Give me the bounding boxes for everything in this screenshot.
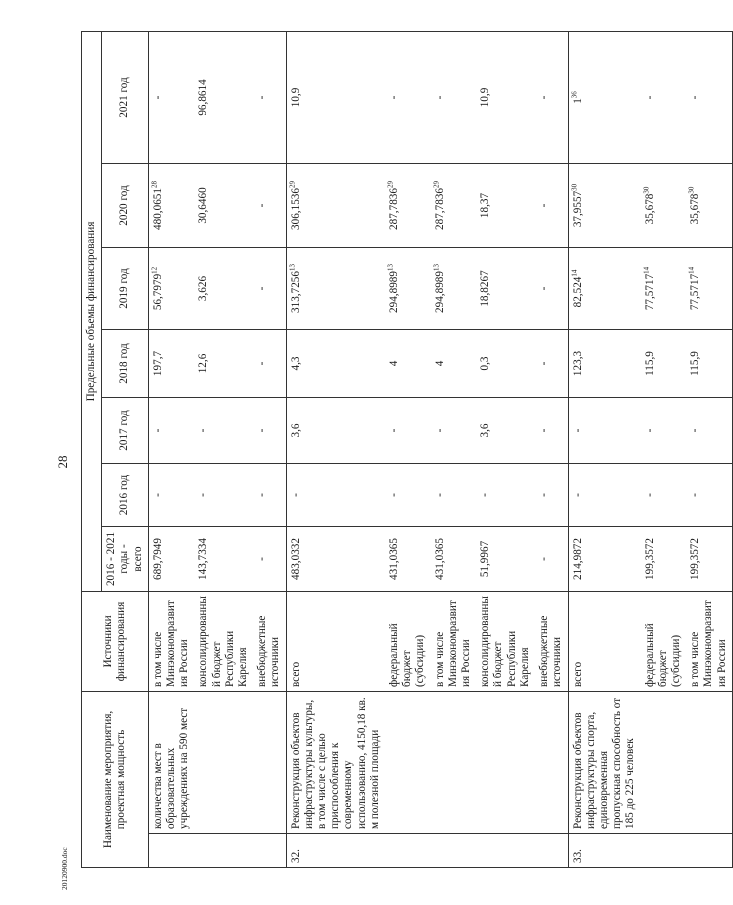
funding-source-text: внебюджетные источники — [256, 615, 282, 687]
value-2021-text: - — [538, 95, 551, 100]
cell-value-2018 — [148, 329, 194, 397]
value-2018-text: 4 — [433, 360, 446, 367]
footnote-ref: 30 — [569, 183, 578, 191]
cell-row-number — [476, 834, 535, 868]
cell-value-2018 — [476, 329, 535, 397]
cell-value-2016 — [148, 463, 194, 526]
cell-activity-name — [148, 691, 194, 833]
cell-value-2017 — [686, 397, 732, 463]
value-2020-text: 35,678 — [689, 193, 702, 225]
value-2020-text: 287,7836 — [433, 188, 446, 230]
value-2017-text: - — [433, 428, 446, 433]
cell-value-2017 — [148, 397, 194, 463]
cell-funding-source — [535, 591, 568, 691]
header-year-2021: 2021 год — [102, 31, 149, 163]
cell-activity-name — [385, 691, 431, 833]
cell-value-2019 — [568, 247, 641, 329]
value-2017-text: - — [197, 428, 210, 433]
value-2021-text: - — [151, 95, 164, 100]
table-header — [82, 31, 149, 867]
cell-activity-name — [253, 691, 286, 833]
activity-name-text: количества мест в образовательных учреждениях на 590 мест — [151, 707, 191, 829]
cell-value-2018 — [286, 329, 385, 397]
funding-source-text: консолидированный бюджет Республики Карелия — [197, 596, 250, 687]
value-2019-text: - — [538, 286, 551, 291]
value-2016-text: - — [433, 493, 446, 497]
footnote-ref: 12 — [150, 266, 159, 274]
cell-funding-source — [641, 591, 687, 691]
value-2018-text: 115,9 — [689, 351, 702, 376]
cell-value-2017 — [385, 397, 431, 463]
cell-value-2018 — [253, 329, 286, 397]
value-2018-text: 4 — [388, 360, 401, 367]
value-2016-text: - — [479, 493, 492, 497]
value-2017-text: - — [689, 428, 702, 433]
cell-value-2021 — [148, 31, 194, 163]
cell-value-2018 — [641, 329, 687, 397]
table-row — [476, 31, 535, 867]
cell-value-2017 — [568, 397, 641, 463]
cell-value-2016 — [194, 463, 253, 526]
total-value-text: 431,0365 — [388, 538, 401, 580]
cell-funding-source — [431, 591, 477, 691]
value-2017-text: - — [256, 428, 269, 433]
cell-row-number — [194, 834, 253, 868]
funding-source-text: в том числе Минэкономразвития России — [433, 600, 473, 687]
page-number: 28 — [55, 455, 70, 469]
cell-value-2021 — [535, 31, 568, 163]
cell-value-2019 — [431, 247, 477, 329]
cell-value-2020 — [286, 163, 385, 247]
value-2020-text: 306,1536 — [289, 188, 302, 230]
cell-value-2021 — [568, 31, 641, 163]
cell-funding-source — [568, 591, 641, 691]
cell-value-2017 — [253, 397, 286, 463]
cell-activity-name — [286, 691, 385, 833]
value-2016-text: - — [197, 493, 210, 497]
cell-activity-name — [568, 691, 641, 833]
total-value-text: 199,3572 — [643, 538, 656, 580]
table-row — [686, 31, 732, 867]
cell-total-value — [568, 526, 641, 591]
value-2018-text: 115,9 — [643, 351, 656, 376]
cell-funding-source — [286, 591, 385, 691]
cell-value-2021 — [641, 31, 687, 163]
cell-value-2017 — [476, 397, 535, 463]
value-2019-text: 77,5717 — [689, 273, 702, 311]
table-row — [148, 31, 194, 867]
value-2019-text: 294,8989 — [433, 271, 446, 313]
funding-source-text: консолидированный бюджет Республики Карелия — [479, 596, 531, 687]
cell-value-2019 — [385, 247, 431, 329]
value-2017-text: - — [643, 428, 656, 433]
value-2017-text: 3,6 — [479, 423, 492, 438]
cell-value-2020 — [431, 163, 477, 247]
cell-value-2018 — [568, 329, 641, 397]
value-2020-text: 480,0651 — [151, 188, 164, 230]
value-2020-text: - — [538, 203, 551, 208]
funding-source-text: в том числе Минэкономразвития России — [151, 600, 191, 687]
cell-row-number — [641, 834, 687, 868]
row-number-text: 32. — [289, 849, 302, 863]
cell-funding-source — [194, 591, 253, 691]
cell-row-number — [286, 834, 385, 868]
value-2021-text: - — [643, 95, 656, 100]
value-2017-text: - — [538, 428, 551, 433]
value-2021-text: 96,8614 — [197, 79, 210, 116]
value-2016-text: - — [643, 493, 656, 497]
cell-row-number — [148, 834, 194, 868]
table-row — [641, 31, 687, 867]
file-name-footer: 20120900.doc — [60, 847, 69, 890]
cell-total-value — [194, 526, 253, 591]
value-2020-text: 30,6460 — [197, 187, 210, 224]
activity-name-text: Реконструкция объектов инфраструктуры культуры, в том числе с целью приспособления к современному использованию, 4150,18 кв. м полезной площади — [289, 697, 381, 829]
cell-total-value — [641, 526, 687, 591]
cell-activity-name — [535, 691, 568, 833]
cell-total-value — [286, 526, 385, 591]
cell-value-2018 — [431, 329, 477, 397]
cell-value-2018 — [686, 329, 732, 397]
value-2019-text: 18,8267 — [479, 270, 492, 307]
cell-value-2021 — [476, 31, 535, 163]
cell-value-2020 — [568, 163, 641, 247]
value-2021-text: 1 — [571, 98, 584, 104]
cell-total-value — [385, 526, 431, 591]
cell-value-2019 — [476, 247, 535, 329]
cell-value-2021 — [194, 31, 253, 163]
total-value-text: 214,9872 — [571, 538, 584, 580]
value-2021-text: 10,9 — [479, 87, 492, 108]
total-value-text: 431,0365 — [433, 538, 446, 580]
value-2020-text: 35,678 — [643, 193, 656, 225]
table-body — [148, 31, 732, 867]
header-limits: Предельные объемы финансирования — [82, 31, 102, 591]
cell-row-number — [686, 834, 732, 868]
value-2019-text: 294,8989 — [388, 271, 401, 313]
cell-value-2019 — [641, 247, 687, 329]
value-2020-text: - — [256, 203, 269, 208]
header-year-2017: 2017 год — [102, 397, 149, 463]
cell-value-2017 — [286, 397, 385, 463]
funding-source-text: всего — [571, 661, 584, 687]
cell-value-2021 — [686, 31, 732, 163]
cell-value-2019 — [286, 247, 385, 329]
table-row — [286, 31, 385, 867]
header-name: Наименование мероприятия, проектная мощность — [82, 691, 149, 867]
cell-activity-name — [431, 691, 477, 833]
value-2018-text: 0,3 — [479, 356, 492, 371]
value-2021-text: - — [433, 95, 446, 100]
funding-source-text: внебюджетные источники — [538, 615, 564, 687]
cell-row-number — [535, 834, 568, 868]
cell-value-2016 — [686, 463, 732, 526]
value-2016-text: - — [289, 493, 302, 497]
funding-source-text: федеральный бюджет (субсидии) — [643, 623, 682, 687]
cell-value-2018 — [535, 329, 568, 397]
cell-value-2017 — [641, 397, 687, 463]
value-2016-text: - — [689, 493, 702, 497]
cell-value-2018 — [385, 329, 431, 397]
cell-funding-source — [686, 591, 732, 691]
table-row — [385, 31, 431, 867]
cell-value-2021 — [253, 31, 286, 163]
value-2021-text: 10,9 — [289, 87, 302, 108]
value-2017-text: 3,6 — [289, 423, 302, 438]
table-row — [253, 31, 286, 867]
cell-value-2016 — [568, 463, 641, 526]
cell-value-2016 — [253, 463, 286, 526]
value-2021-text: - — [388, 95, 401, 100]
value-2019-text: 56,7979 — [151, 273, 164, 311]
total-value-text: 143,7334 — [197, 538, 210, 580]
value-2016-text: - — [388, 493, 401, 497]
cell-value-2016 — [641, 463, 687, 526]
value-2019-text: 82,524 — [571, 276, 584, 308]
value-2019-text: 77,5717 — [643, 273, 656, 311]
value-2019-text: 3,626 — [197, 275, 210, 302]
footnote-ref: 29 — [386, 181, 395, 189]
cell-total-value — [686, 526, 732, 591]
cell-total-value — [431, 526, 477, 591]
value-2021-text: - — [256, 95, 269, 100]
cell-value-2021 — [385, 31, 431, 163]
footnote-ref: 36 — [569, 91, 578, 99]
activity-name-text: Реконструкция объектов инфраструктуры спорта, единовременная пропускная способность от 185 до 225 человек — [571, 697, 637, 829]
total-value-text: 51,9967 — [479, 540, 492, 578]
cell-value-2020 — [194, 163, 253, 247]
header-year-2020: 2020 год — [102, 163, 149, 247]
value-2018-text: 197,7 — [151, 350, 164, 377]
value-2020-text: 287,7836 — [388, 188, 401, 230]
value-2020-text: 18,37 — [479, 192, 492, 219]
value-2017-text: - — [388, 428, 401, 433]
cell-total-value — [476, 526, 535, 591]
cell-value-2016 — [476, 463, 535, 526]
cell-value-2016 — [286, 463, 385, 526]
cell-funding-source — [253, 591, 286, 691]
cell-value-2020 — [686, 163, 732, 247]
total-value-text: 483,0332 — [289, 538, 302, 580]
cell-value-2019 — [148, 247, 194, 329]
cell-value-2019 — [535, 247, 568, 329]
value-2020-text: 37,9557 — [571, 190, 584, 228]
cell-value-2016 — [431, 463, 477, 526]
rotated-table-wrapper — [81, 32, 728, 868]
cell-row-number — [385, 834, 431, 868]
cell-value-2019 — [686, 247, 732, 329]
footnote-ref: 14 — [641, 266, 650, 274]
footnote-ref: 14 — [687, 266, 696, 274]
value-2018-text: - — [256, 361, 269, 366]
footnote-ref: 13 — [386, 264, 395, 272]
footnote-ref: 30 — [641, 186, 650, 194]
total-value-text: 199,3572 — [689, 538, 702, 580]
funding-source-text: в том числе Минэкономразвития России — [689, 600, 728, 687]
footnote-ref: 29 — [431, 181, 440, 189]
value-2021-text: - — [689, 95, 702, 100]
cell-value-2020 — [385, 163, 431, 247]
row-number-text: 33. — [571, 849, 584, 863]
cell-activity-name — [686, 691, 732, 833]
value-2019-text: 313,7256 — [289, 271, 302, 313]
cell-value-2017 — [535, 397, 568, 463]
value-2018-text: 123,3 — [571, 350, 584, 377]
cell-activity-name — [641, 691, 687, 833]
cell-value-2017 — [194, 397, 253, 463]
footnote-ref: 28 — [150, 181, 159, 189]
cell-row-number — [253, 834, 286, 868]
header-total: 2016 - 2021 годы - всего — [102, 526, 149, 591]
cell-value-2019 — [253, 247, 286, 329]
value-2017-text: - — [571, 428, 584, 433]
cell-total-value — [253, 526, 286, 591]
footnote-ref: 13 — [431, 264, 440, 272]
footnote-ref: 30 — [687, 186, 696, 194]
cell-value-2020 — [641, 163, 687, 247]
total-value-text: - — [538, 557, 551, 561]
cell-activity-name — [194, 691, 253, 833]
footnote-ref: 13 — [287, 264, 296, 272]
cell-value-2020 — [535, 163, 568, 247]
header-sources: Источники финансирования — [82, 591, 149, 691]
footnote-ref: 14 — [569, 269, 578, 277]
cell-value-2019 — [194, 247, 253, 329]
cell-activity-name — [476, 691, 535, 833]
total-value-text: - — [256, 557, 269, 561]
header-year-2019: 2019 год — [102, 247, 149, 329]
value-2018-text: - — [538, 361, 551, 366]
cell-funding-source — [385, 591, 431, 691]
value-2016-text: - — [151, 493, 164, 497]
value-2018-text: 12,6 — [197, 353, 210, 374]
value-2018-text: 4,3 — [289, 356, 302, 371]
table-row — [431, 31, 477, 867]
table-row — [535, 31, 568, 867]
value-2016-text: - — [571, 493, 584, 497]
value-2019-text: - — [256, 286, 269, 291]
table-row — [568, 31, 641, 867]
cell-value-2017 — [431, 397, 477, 463]
funding-source-text: всего — [289, 661, 302, 687]
cell-total-value — [148, 526, 194, 591]
cell-row-number — [568, 834, 641, 868]
value-2016-text: - — [538, 493, 551, 497]
footnote-ref: 29 — [287, 181, 296, 189]
header-year-2016: 2016 год — [102, 463, 149, 526]
cell-value-2018 — [194, 329, 253, 397]
table-row — [194, 31, 253, 867]
cell-value-2020 — [148, 163, 194, 247]
value-2016-text: - — [256, 493, 269, 497]
cell-value-2016 — [535, 463, 568, 526]
value-2017-text: - — [151, 428, 164, 433]
cell-funding-source — [148, 591, 194, 691]
total-value-text: 689,7949 — [151, 538, 164, 580]
cell-value-2021 — [286, 31, 385, 163]
funding-source-text: федеральный бюджет (субсидии) — [388, 623, 427, 687]
cell-value-2021 — [431, 31, 477, 163]
financing-table — [81, 31, 733, 868]
cell-value-2020 — [253, 163, 286, 247]
cell-funding-source — [476, 591, 535, 691]
header-year-2018: 2018 год — [102, 329, 149, 397]
cell-value-2016 — [385, 463, 431, 526]
cell-value-2020 — [476, 163, 535, 247]
cell-row-number — [431, 834, 477, 868]
cell-total-value — [535, 526, 568, 591]
